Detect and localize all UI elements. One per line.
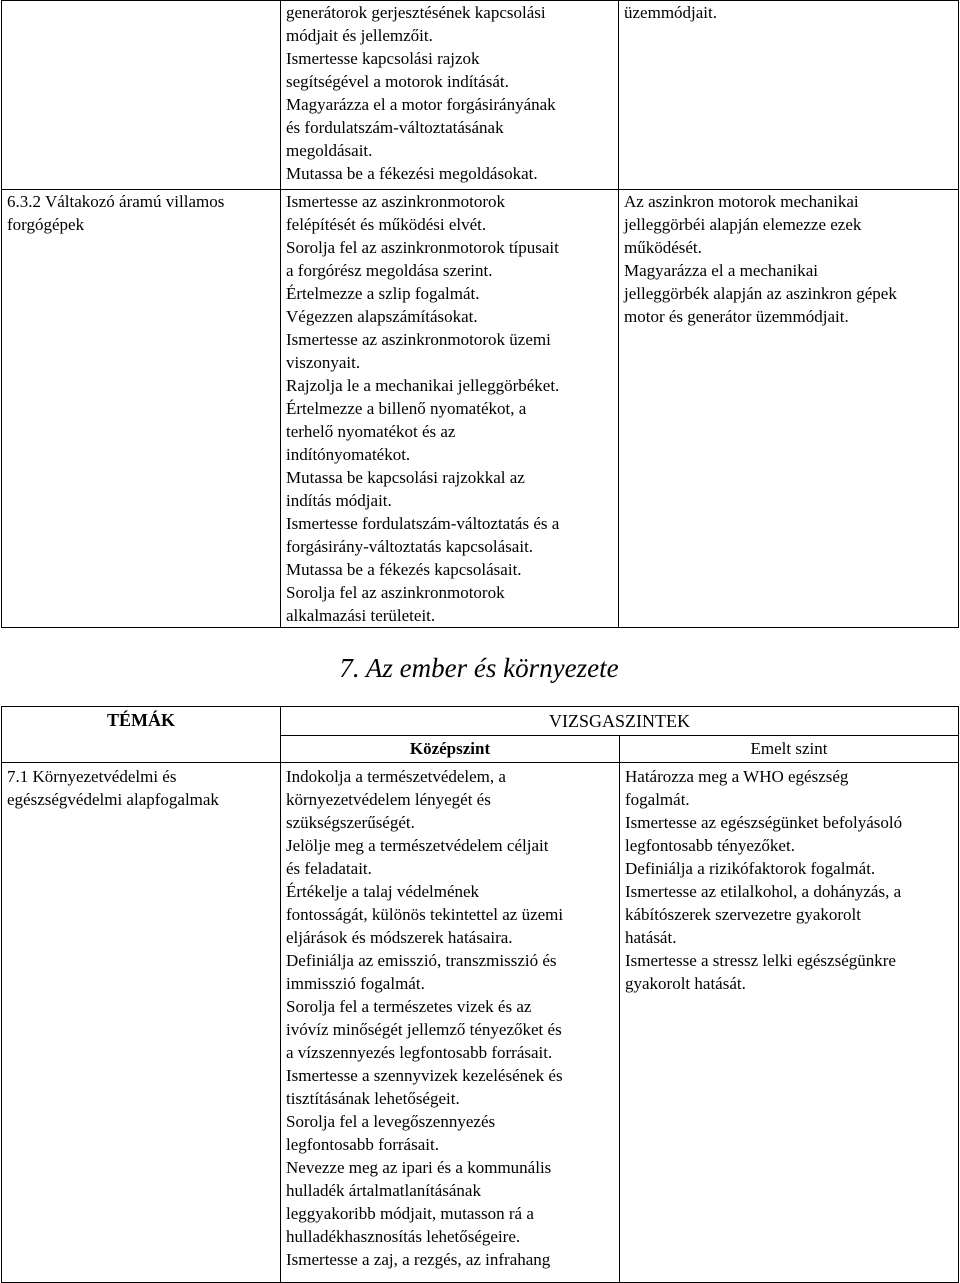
- topic-title: 7.1 Környezetvédelmi és egészségvédelmi alapfogalmak: [7, 767, 219, 809]
- topics-header: [2, 707, 281, 763]
- exam-levels-label: VIZSGASZINTEK: [549, 710, 690, 731]
- advanced-requirements-text: üzemmódjait.: [624, 3, 718, 22]
- topic-cell: [2, 190, 281, 628]
- intermediate-level-cell: [281, 190, 619, 628]
- intermediate-requirements-text: generátorok gerjesztésének kapcsolási módjait és jellemzőit. Ismertesse kapcsolási rajzok segítségével a motorok indítását. Magyarázza el a motor forgásirányának és fordulatszám-változtatásának megoldásait. Mutassa be a fékezési megoldásokat.: [286, 3, 556, 183]
- topic-title: 6.3.2 Váltakozó áramú villamos forgógépek: [7, 192, 225, 234]
- curriculum-table-environment: [1, 706, 959, 1283]
- section-heading: 7. Az ember és környezete: [339, 653, 619, 683]
- advanced-level-cell: [619, 1, 959, 190]
- advanced-level-header: [620, 736, 959, 763]
- intermediate-level-label: Középszint: [409, 739, 491, 758]
- intermediate-requirements-text: Ismertesse az aszinkronmotorok felépítését és működési elvét. Sorolja fel az aszinkronmotorok típusait a forgórész megoldása szerint. Értelmezze a szlip fogalmát. Végezzen alapszámításokat. Ismertesse az aszinkronmotorok üzemi viszonyait. Rajzolja le a mechanikai jelleggörbéket. Értelmezze a billenő nyomatékot, a terhelő nyomatékot és az indítónyomatékot. Mutassa be kapcsolási rajzokkal az indítás módjait. Ismertesse fordulatszám-változtatás és a forgásirány-változtatás kapcsolásait. Mutassa be a fékezés kapcsolásait. Sorolja fel az aszinkronmotorok alkalmazási területeit.: [286, 192, 560, 625]
- topic-cell-empty: [2, 1, 281, 190]
- intermediate-level-header: [281, 736, 620, 763]
- advanced-level-cell: [620, 763, 959, 1283]
- curriculum-table-electrical-machines: [1, 0, 959, 628]
- intermediate-level-cell: [281, 763, 620, 1283]
- exam-levels-header: [281, 707, 959, 736]
- topics-header-label: TÉMÁK: [106, 710, 175, 730]
- intermediate-level-cell: [281, 1, 619, 190]
- advanced-requirements-text: Az aszinkron motorok mechanikai jelleggörbéi alapján elemezze ezek működését. Magyarázza el a mechanikai jelleggörbék alapján az aszinkron gépek motor és generátor üzemmódjait.: [624, 192, 897, 326]
- advanced-level-label: Emelt szint: [750, 739, 828, 758]
- intermediate-requirements-text: Indokolja a természetvédelem, a környezetvédelem lényegét és szükségszerűségét. Jelölje meg a természetvédelem céljait és feladatait. Értékelje a talaj védelmének fontosságát, különös tekintettel az üzemi eljárások és módszerek hatásaira. Definiálja az emisszió, transzmisszió és immisszió fogalmát. Sorolja fel a természetes vizek és az ivóvíz minőségét jellemző tényezőket és a vízszennyezés legfontosabb forrásait. Ismertesse a szennyvizek kezelésének és tisztításának lehetőségeit. Sorolja fel a levegőszennyezés legfontosabb forrásait. Nevezze meg az ipari és a kommunális hulladék ártalmatlanításának leggyakoribb módjait, mutasson rá a hulladékhasznosítás lehetőségeire. Ismertesse a zaj, a rezgés, az infrahang: [286, 767, 564, 1269]
- advanced-level-cell: [619, 190, 959, 628]
- topic-cell: [2, 763, 281, 1283]
- advanced-requirements-text: Határozza meg a WHO egészség fogalmát. Ismertesse az egészségünket befolyásoló legfontosabb tényezőket. Definiálja a rizikófaktorok fogalmát. Ismertesse az etilalkohol, a dohányzás, a kábítószerek szervezetre gyakorolt hatását. Ismertesse a stressz lelki egészségünkre gyakorolt hatását.: [625, 767, 903, 993]
